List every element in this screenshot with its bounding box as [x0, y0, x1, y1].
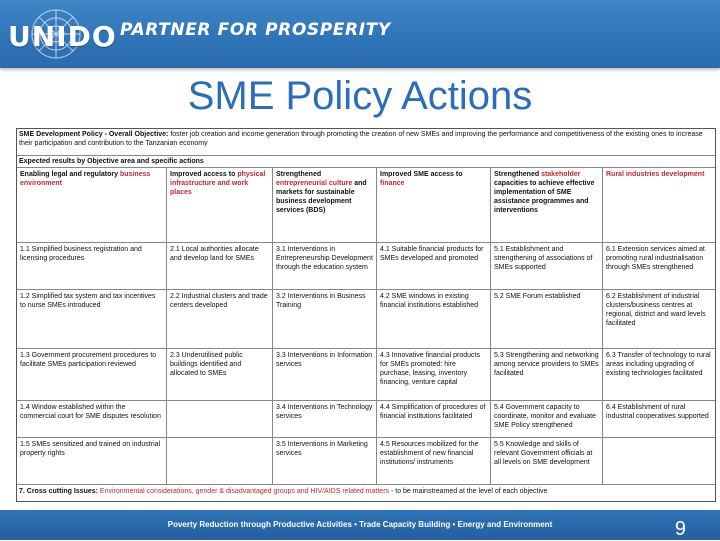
table-cell: 3.3 Interventions in Information services [273, 349, 377, 401]
header-band [0, 0, 720, 68]
crosscut-row [17, 486, 715, 501]
table-cell: 1.3 Government procurement procedures to facilitate SMEs participation reviewed [17, 349, 167, 401]
table-cell: 5.3 Strengthening and networking among service providers to SMEs facilitated [491, 349, 603, 401]
table-cell: 3.1 Interventions in Entrepreneurship Development through the education system [273, 243, 377, 290]
expected-results-row [17, 156, 715, 168]
objective-text: foster job creation and income generation through promoting the creation of new SMEs and improving the performance and competitiveness of the existing ones to increase their participation and contribution to the Tanzanian economy [19, 131, 703, 147]
crosscut-tail: - to be mainstreamed at the level of each objective [389, 488, 548, 495]
crosscut-issues: Environmental considerations, gender & disadvantaged groups and HIV/AIDS related matters [97, 488, 390, 495]
table-cell: 1.1 Simplified business registration and licensing procedures [17, 243, 167, 290]
objective-row [17, 129, 715, 156]
table-cell [603, 438, 715, 485]
table-cell: 3.4 Interventions in Technology services [273, 401, 377, 438]
column-header-highlight: entrepreneurial culture [276, 180, 355, 187]
table-cell: 4.4 Simplification of procedures of financial institutions facilitated [377, 401, 491, 438]
table-cell: 1.5 SMEs sensitized and trained on industrial property rights [17, 438, 167, 485]
column-header [603, 168, 715, 243]
column-header-tail: and markets for sustainable business development services (BDS) [276, 180, 367, 214]
column-header [17, 168, 167, 243]
table-cell: 4.1 Suitable financial products for SMEs developed and promoted [377, 243, 491, 290]
table-cell: 4.2 SME windows in existing financial institutions established [377, 290, 491, 349]
table-cell: 2.3 Underutilised public buildings identified and allocated to SMEs [167, 349, 273, 401]
unido-logo [8, 6, 117, 62]
table-cell: 4.3 Innovative financial products for SMEs promoted: hire purchase, leasing, inventory financing, venture capital [377, 349, 491, 401]
column-header-highlight: stakeholder [541, 171, 581, 178]
footer-band [0, 510, 720, 540]
objective-label: SME Development Policy - Overall Objective: [19, 131, 169, 138]
column-header [167, 168, 273, 243]
table-cell: 6.3 Transfer of technology to rural areas including upgrading of existing technologies facilitated [603, 349, 715, 401]
logo-text: UNIDO [8, 20, 117, 53]
page-number: 9 [674, 518, 686, 540]
column-header [377, 168, 491, 243]
policy-table [16, 128, 716, 502]
column-header-text: Improved SME access to [380, 171, 463, 178]
column-header [273, 168, 377, 243]
column-header [491, 168, 603, 243]
table-cell: 6.4 Establishment of rural industrial cooperatives supported [603, 401, 715, 438]
column-header-tail: capacities to achieve effective implementation of SME assistance programmes and interventions [494, 180, 595, 214]
table-cell: 5.1 Establishment and strengthening of associations of SMEs supported [491, 243, 603, 290]
table-cell: 4.5 Resources mobilized for the establishment of new financial institutions/ instruments [377, 438, 491, 485]
column-header-highlight: business environment [20, 171, 151, 187]
tagline: PARTNER FOR PROSPERITY [120, 20, 391, 40]
column-header-text: Improved access to [170, 171, 238, 178]
table-cell: 3.5 Interventions in Marketing services [273, 438, 377, 485]
results-grid [17, 168, 715, 485]
table-cell: 5.4 Government capacity to coordinate, monitor and evaluate SME Policy strengthened [491, 401, 603, 438]
crosscut-label: 7. Cross cutting Issues: [19, 488, 98, 495]
table-cell [167, 438, 273, 485]
column-header-highlight: Rural industries development [606, 171, 705, 178]
table-cell: 2.1 Local authorities allocate and develop land for SMEs [167, 243, 273, 290]
column-header-text: Enabling legal and regulatory [20, 171, 120, 178]
table-cell: 6.2 Establishment of industrial clusters/business centres at regional, district and ward levels facilitated [603, 290, 715, 349]
table-cell: 3.2 Interventions in Business Training [273, 290, 377, 349]
table-cell: 2.2 Industrial clusters and trade centers developed [167, 290, 273, 349]
column-header-text: Strengthened [276, 171, 322, 178]
footer-text: Poverty Reduction through Productive Activities • Trade Capacity Building • Energy and Environment [167, 520, 553, 529]
table-cell [167, 401, 273, 438]
table-cell: 5.5 Knowledge and skills of relevant Government officials at all levels on SME development [491, 438, 603, 485]
slide-title: SME Policy Actions [187, 74, 533, 118]
expected-results-label: Expected results by Objective area and specific actions [19, 158, 204, 165]
column-header-highlight: physical infrastructure and work places [170, 171, 266, 196]
table-cell: 6.1 Extension services aimed at promoting rural industrialisation through SMEs strengthened [603, 243, 715, 290]
table-cell: 1.4 Window established within the commercial court for SME disputes resolution [17, 401, 167, 438]
table-cell: 1.2 Simplified tax system and tax incentives to nurse SMEs introduced [17, 290, 167, 349]
column-header-highlight: finance [380, 180, 405, 187]
table-cell: 5.2 SME Forum established [491, 290, 603, 349]
column-header-text: Strengthened [494, 171, 542, 178]
